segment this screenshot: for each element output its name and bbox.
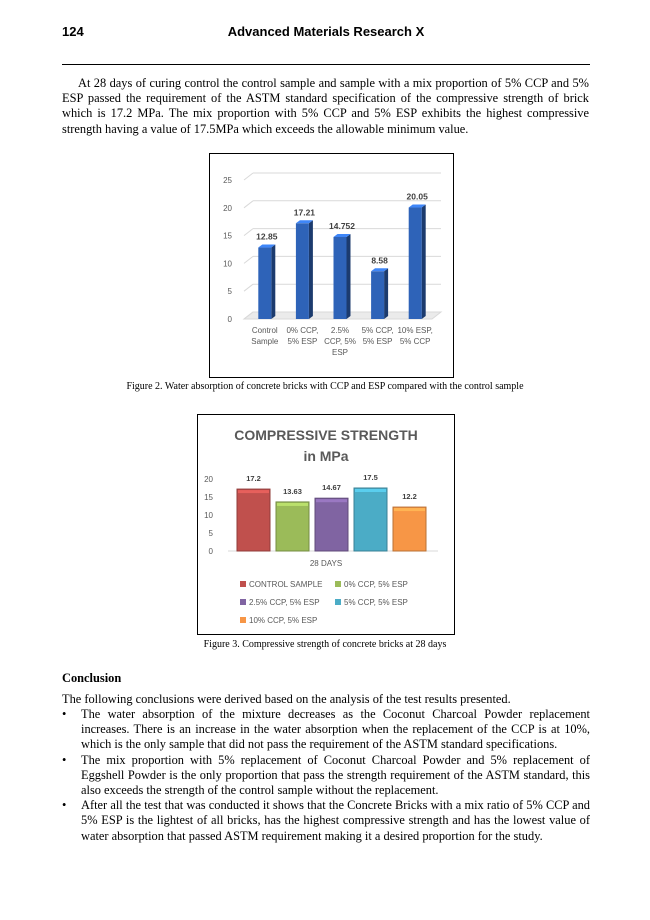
x-tick-label: ESP (331, 348, 349, 357)
compressive-strength-chart (197, 414, 455, 635)
compressive-strength-chart-svg (198, 415, 454, 634)
y-tick-label: 20 (204, 475, 213, 484)
x-tick-label: 10% ESP, (397, 326, 433, 335)
body-paragraph: At 28 days of curing control the control sample and sample with a mix proportion of 5% CCP and 5% ESP passed the requirement of the ASTM standard specification of the compressive strength of brick which is 17.2 MPa. The mix proportion with 5% CCP and 5% ESP exhibits the highest compressive strength having a value of 17.5MPa which exceeds the allowable minimum value. (62, 76, 589, 136)
y-tick-label: 15 (204, 493, 213, 502)
bar-side (384, 268, 388, 319)
bar (371, 271, 384, 319)
bar (296, 223, 309, 319)
bar-side (309, 220, 313, 319)
gridline (244, 173, 253, 180)
bar-highlight (355, 489, 386, 492)
x-tick-label: 0% CCP, (286, 326, 319, 335)
chart-title: COMPRESSIVE STRENGTH (234, 427, 418, 443)
bar (276, 502, 309, 551)
legend-label: 10% CCP, 5% ESP (249, 616, 318, 625)
bar (409, 208, 422, 319)
x-tick-label: CCP, 5% (324, 337, 356, 346)
y-tick-label: 10 (223, 259, 232, 269)
data-label: 14.67 (322, 483, 341, 493)
bar (393, 507, 426, 551)
y-tick-label: 25 (223, 176, 232, 185)
data-label: 12.2 (402, 492, 417, 502)
x-tick-label: 2.5% (330, 326, 350, 335)
x-tick-label: Control (251, 326, 278, 335)
bar-highlight (316, 499, 347, 502)
bar-side (347, 234, 351, 319)
y-tick-label: 5 (227, 287, 232, 297)
page-number: 124 (62, 24, 84, 39)
bullet-text: The mix proportion with 5% replacement of Coconut Charcoal Powder and 5% replacement of Eggshell Powder is the only proportion that pass the strength requirement of the ASTM standard, this also exceeds the strength of the control sample without the replacement. (81, 752, 590, 798)
data-label: 14.752 (329, 220, 355, 231)
bar-highlight (277, 503, 308, 506)
conclusion-heading: Conclusion (62, 671, 122, 685)
x-tick-label: 5% CCP, (361, 326, 394, 335)
legend-swatch (335, 599, 341, 605)
legend-swatch (240, 581, 246, 587)
data-label: 17.2 (246, 474, 261, 484)
data-label: 17.5 (363, 473, 378, 482)
y-tick-label: 15 (223, 231, 232, 241)
journal-title: Advanced Materials Research X (227, 24, 425, 39)
y-tick-label: 20 (223, 203, 232, 213)
x-tick-label: 5% ESP (362, 337, 393, 346)
data-label: 17.21 (293, 207, 316, 218)
bullet-text: The water absorption of the mixture decreases as the Coconut Charcoal Powder replacement increases. There is an increase in the water absorption when the replacement of the CCP is at 10%, which is the only sample that did not pass the requirement of the ASTM standard specifications. (81, 707, 590, 752)
gridline (244, 284, 253, 291)
y-tick-label: 5 (208, 529, 213, 538)
bullet-dot: • (62, 798, 67, 813)
bullet-text: After all the test that was conducted it shows that the Concrete Bricks with a mix ratio of 5% CCP and 5% ESP is the lightest of all bricks, has the highest compressive strength and has the lowest value of water absorption that passed ASTM requirement making it a desired proportion for the study. (81, 798, 590, 843)
water-absorption-chart-svg (210, 154, 453, 377)
data-label: 12.85 (256, 231, 278, 242)
x-tick-label: Sample (251, 337, 279, 346)
data-label: 13.63 (283, 486, 302, 496)
y-tick-label: 10 (204, 511, 213, 520)
x-tick-label: 5% CCP (399, 337, 431, 346)
bar (315, 498, 348, 551)
bar-side (422, 205, 426, 319)
header-rule (62, 64, 590, 65)
water-absorption-chart (209, 153, 454, 378)
bar-highlight (238, 490, 269, 493)
bar-highlight (394, 508, 425, 511)
bar (237, 489, 270, 551)
y-tick-label: 0 (227, 315, 232, 324)
data-label: 20.05 (406, 191, 428, 202)
x-tick-label: 5% ESP (287, 337, 318, 346)
legend-label: 2.5% CCP, 5% ESP (249, 598, 320, 607)
legend-swatch (335, 581, 341, 587)
legend-swatch (240, 599, 246, 605)
bar-side (271, 245, 275, 319)
bullet-dot: • (62, 707, 67, 721)
conclusion-list (62, 707, 590, 844)
figure-3-caption: Figure 3. Compressive strength of concrete bricks at 28 days (203, 639, 447, 650)
figure-2-caption: Figure 2. Water absorption of concrete bricks with CCP and ESP compared with the control sample (126, 381, 524, 392)
legend-label: 0% CCP, 5% ESP (344, 580, 408, 589)
data-label: 8.58 (371, 255, 388, 266)
conclusion-bullet (62, 707, 590, 753)
gridline (244, 229, 253, 236)
bar (354, 488, 387, 551)
bullet-dot: • (62, 752, 67, 767)
page-header (62, 24, 590, 44)
conclusion-bullet (62, 753, 590, 799)
chart-title: in MPa (303, 448, 349, 464)
y-tick-label: 0 (208, 547, 213, 556)
legend-swatch (240, 617, 246, 623)
bar (334, 237, 347, 319)
legend-label: 5% CCP, 5% ESP (344, 598, 408, 607)
legend-label: CONTROL SAMPLE (249, 580, 323, 589)
bar (258, 248, 271, 319)
gridline (244, 201, 253, 208)
x-axis-label: 28 DAYS (309, 559, 343, 568)
conclusion-intro: The following conclusions were derived based on the analysis of the test results presented. (62, 692, 511, 706)
conclusion-bullet (62, 798, 590, 844)
gridline (244, 256, 253, 263)
